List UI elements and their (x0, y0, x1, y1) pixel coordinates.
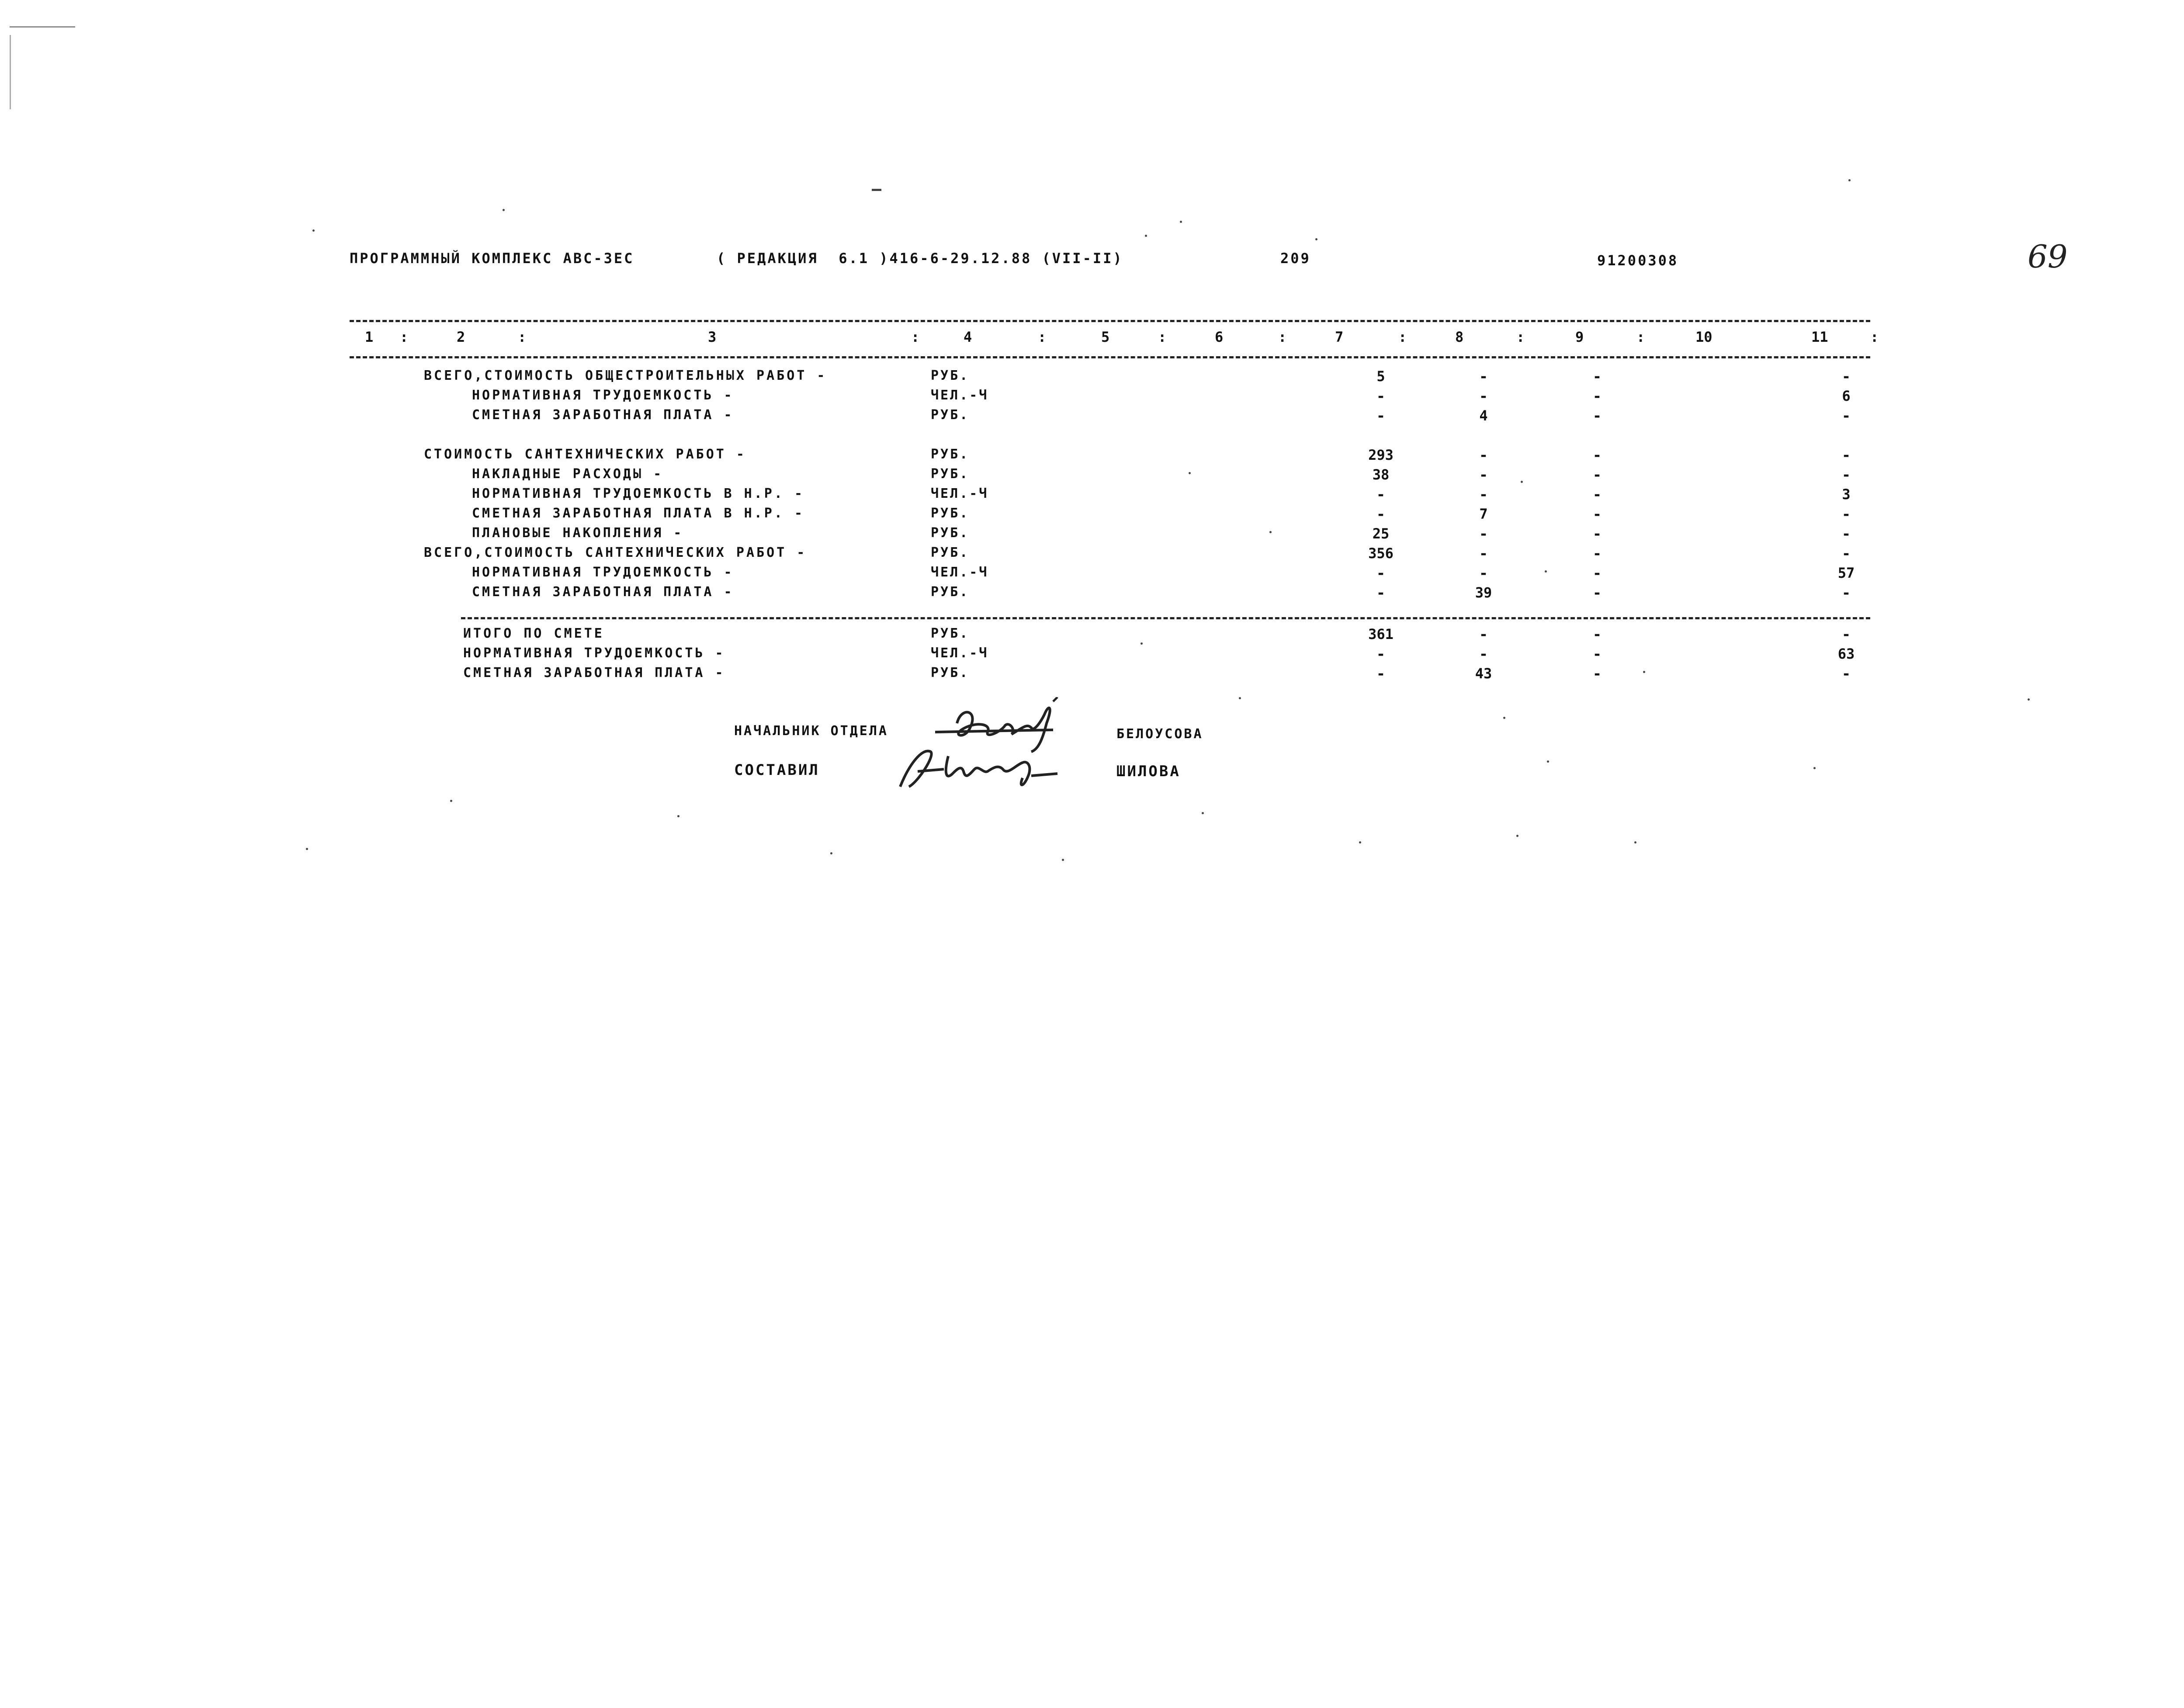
estimate-row-value: 57 (1837, 565, 1855, 581)
column-separator: : (1038, 329, 1047, 345)
estimate-row-dash: - (1376, 584, 1386, 602)
total-row-dash: - (1592, 646, 1602, 663)
estimate-row-dash: - (1479, 486, 1488, 503)
estimate-row-dash: - (1841, 407, 1851, 425)
estimate-row-label: НАКЛАДНЫЕ РАСХОДЫ - (472, 466, 664, 482)
estimate-row-value: 25 (1372, 525, 1390, 542)
column-number: 8 (1455, 329, 1464, 345)
estimate-row-dash: - (1592, 466, 1602, 484)
column-separator: : (1870, 329, 1879, 345)
estimate-row-label: СМЕТНАЯ ЗАРАБОТНАЯ ПЛАТА - (472, 407, 734, 423)
handwritten-page-number: 69 (2028, 238, 2068, 275)
scan-speck (1848, 179, 1851, 181)
column-separator: : (1278, 329, 1287, 345)
head-title: НАЧАЛЬНИК ОТДЕЛА (734, 723, 888, 739)
scan-speck (1269, 531, 1272, 533)
scan-speck (1634, 841, 1636, 844)
scan-speck (1813, 767, 1816, 769)
compiler-name: ШИЛОВА (1116, 763, 1181, 780)
scan-speck (10, 35, 11, 109)
column-number: 2 (457, 329, 465, 345)
scan-speck (1202, 812, 1204, 814)
estimate-row-label: СТОИМОСТЬ САНТЕХНИЧЕСКИХ РАБОТ - (424, 447, 746, 462)
estimate-row-value: 5 (1376, 368, 1385, 385)
estimate-row-dash: - (1841, 545, 1851, 562)
estimate-row-unit: РУБ. (931, 506, 970, 521)
column-number: 1 (365, 329, 374, 345)
head-name: БЕЛОУСОВА (1116, 726, 1203, 742)
column-number: 5 (1101, 329, 1110, 345)
estimate-row-dash: - (1376, 565, 1386, 582)
column-separator: : (1516, 329, 1525, 345)
estimate-row-label: СМЕТНАЯ ЗАРАБОТНАЯ ПЛАТА - (472, 584, 734, 600)
estimate-row-dash: - (1841, 525, 1851, 543)
scan-speck (312, 229, 315, 232)
scan-speck (830, 852, 832, 854)
total-row-value: 361 (1368, 626, 1394, 642)
total-row-label: ИТОГО ПО СМЕТЕ (463, 626, 604, 641)
estimate-row-label: НОРМАТИВНАЯ ТРУДОЕМКОСТЬ - (472, 388, 734, 403)
column-separator: : (518, 329, 527, 345)
scan-speck (1180, 221, 1182, 223)
estimate-row-dash: - (1376, 407, 1386, 425)
compiler-signature (891, 739, 1066, 795)
estimate-row-dash: - (1592, 486, 1602, 503)
column-number: 10 (1695, 329, 1713, 345)
estimate-row-unit: РУБ. (931, 545, 970, 560)
estimate-row-dash: - (1479, 388, 1488, 405)
scan-speck (1547, 760, 1549, 763)
total-row-dash: - (1479, 626, 1488, 643)
estimate-row-label: НОРМАТИВНАЯ ТРУДОЕМКОСТЬ - (472, 565, 734, 580)
compiler-title: СОСТАВИЛ (734, 761, 820, 779)
column-separator: : (400, 329, 409, 345)
estimate-row-dash: - (1376, 388, 1386, 405)
totals-rule (461, 617, 1870, 619)
scan-speck (1062, 859, 1064, 861)
total-row-dash: - (1592, 665, 1602, 683)
scan-speck (1545, 570, 1547, 573)
scan-speck (10, 26, 75, 28)
total-row-label: НОРМАТИВНАЯ ТРУДОЕМКОСТЬ - (463, 646, 725, 661)
top-rule (350, 320, 1870, 322)
scan-speck (2028, 698, 2030, 701)
estimate-row-unit: ЧЕЛ.-Ч (931, 565, 989, 580)
header-bottom-rule (350, 356, 1870, 358)
estimate-row-unit: ЧЕЛ.-Ч (931, 388, 989, 403)
scan-speck (1521, 481, 1523, 483)
column-number: 11 (1811, 329, 1828, 345)
estimate-row-unit: РУБ. (931, 368, 970, 383)
estimate-row-label: НОРМАТИВНАЯ ТРУДОЕМКОСТЬ В Н.Р. - (472, 486, 805, 501)
estimate-row-dash: - (1592, 447, 1602, 464)
total-row-dash: - (1479, 646, 1488, 663)
column-number: 6 (1215, 329, 1224, 345)
total-row-dash: - (1376, 646, 1386, 663)
estimate-row-label: ВСЕГО,СТОИМОСТЬ САНТЕХНИЧЕСКИХ РАБОТ - (424, 545, 807, 560)
scan-speck (1239, 697, 1241, 699)
estimate-row-dash: - (1841, 506, 1851, 523)
column-number: 7 (1335, 329, 1344, 345)
scan-speck (306, 848, 308, 850)
scan-speck (1141, 642, 1143, 645)
column-separator: : (911, 329, 920, 345)
scan-speck (1643, 671, 1645, 673)
estimate-row-dash: - (1592, 368, 1602, 385)
scan-speck (1189, 472, 1191, 474)
estimate-row-dash: - (1592, 407, 1602, 425)
estimate-row-dash: - (1592, 565, 1602, 582)
estimate-row-dash: - (1592, 388, 1602, 405)
column-separator: : (1636, 329, 1645, 345)
estimate-row-unit: РУБ. (931, 584, 970, 600)
estimate-row-value: 6 (1842, 388, 1851, 404)
estimate-row-dash: - (1592, 506, 1602, 523)
scan-speck (872, 189, 881, 191)
column-separator: : (1158, 329, 1167, 345)
estimate-row-unit: РУБ. (931, 407, 970, 423)
estimate-row-label: ПЛАНОВЫЕ НАКОПЛЕНИЯ - (472, 525, 684, 541)
estimate-row-dash: - (1376, 486, 1386, 503)
total-row-unit: РУБ. (931, 626, 970, 641)
document-code: 91200308 (1597, 252, 1679, 269)
column-number: 9 (1575, 329, 1584, 345)
estimate-row-value: 3 (1842, 486, 1851, 503)
estimate-row-value: 293 (1368, 447, 1394, 463)
total-row-dash: - (1376, 665, 1386, 683)
estimate-row-label: ВСЕГО,СТОИМОСТЬ ОБЩЕСТРОИТЕЛЬНЫХ РАБОТ - (424, 368, 827, 383)
scan-speck (1516, 835, 1518, 837)
total-row-dash: - (1841, 665, 1851, 683)
estimate-row-value: 7 (1479, 506, 1488, 522)
total-row-unit: РУБ. (931, 665, 970, 680)
estimate-row-dash: - (1479, 545, 1488, 562)
page-number: 209 (1280, 250, 1311, 267)
estimate-row-value: 38 (1372, 466, 1390, 483)
total-row-unit: ЧЕЛ.-Ч (931, 646, 989, 661)
scan-speck (1145, 235, 1147, 237)
estimate-row-value: 39 (1475, 584, 1492, 601)
estimate-row-dash: - (1479, 565, 1488, 582)
total-row-dash: - (1592, 626, 1602, 643)
estimate-row-value: 356 (1368, 545, 1394, 562)
estimate-row-dash: - (1479, 525, 1488, 543)
total-row-value: 43 (1475, 665, 1492, 682)
estimate-row-dash: - (1592, 545, 1602, 562)
estimate-row-unit: РУБ. (931, 466, 970, 482)
edition-info: ( РЕДАКЦИЯ 6.1 )416-6-29.12.88 (VII-II) (717, 250, 1123, 267)
estimate-row-unit: ЧЕЛ.-Ч (931, 486, 989, 501)
scan-speck (450, 800, 452, 802)
estimate-row-unit: РУБ. (931, 447, 970, 462)
estimate-row-dash: - (1592, 584, 1602, 602)
estimate-row-dash: - (1841, 584, 1851, 602)
estimate-row-dash: - (1841, 368, 1851, 385)
column-number: 3 (708, 329, 717, 345)
estimate-row-dash: - (1841, 447, 1851, 464)
estimate-row-dash: - (1376, 506, 1386, 523)
program-name: ПРОГРАММНЫЙ КОМПЛЕКС АВС-3ЕС (350, 250, 634, 267)
scan-speck (1503, 717, 1505, 719)
estimate-row-dash: - (1479, 368, 1488, 385)
column-number: 4 (964, 329, 972, 345)
total-row-label: СМЕТНАЯ ЗАРАБОТНАЯ ПЛАТА - (463, 665, 725, 680)
total-row-value: 63 (1837, 646, 1855, 662)
scan-speck (503, 209, 505, 211)
estimate-row-dash: - (1592, 525, 1602, 543)
column-separator: : (1398, 329, 1407, 345)
estimate-row-unit: РУБ. (931, 525, 970, 541)
estimate-row-dash: - (1479, 466, 1488, 484)
estimate-row-dash: - (1841, 466, 1851, 484)
scan-speck (1359, 841, 1361, 844)
estimate-row-label: СМЕТНАЯ ЗАРАБОТНАЯ ПЛАТА В Н.Р. - (472, 506, 805, 521)
scan-speck (1315, 238, 1317, 240)
estimate-row-value: 4 (1479, 407, 1488, 424)
total-row-dash: - (1841, 626, 1851, 643)
estimate-row-dash: - (1479, 447, 1488, 464)
scan-speck (677, 815, 679, 817)
